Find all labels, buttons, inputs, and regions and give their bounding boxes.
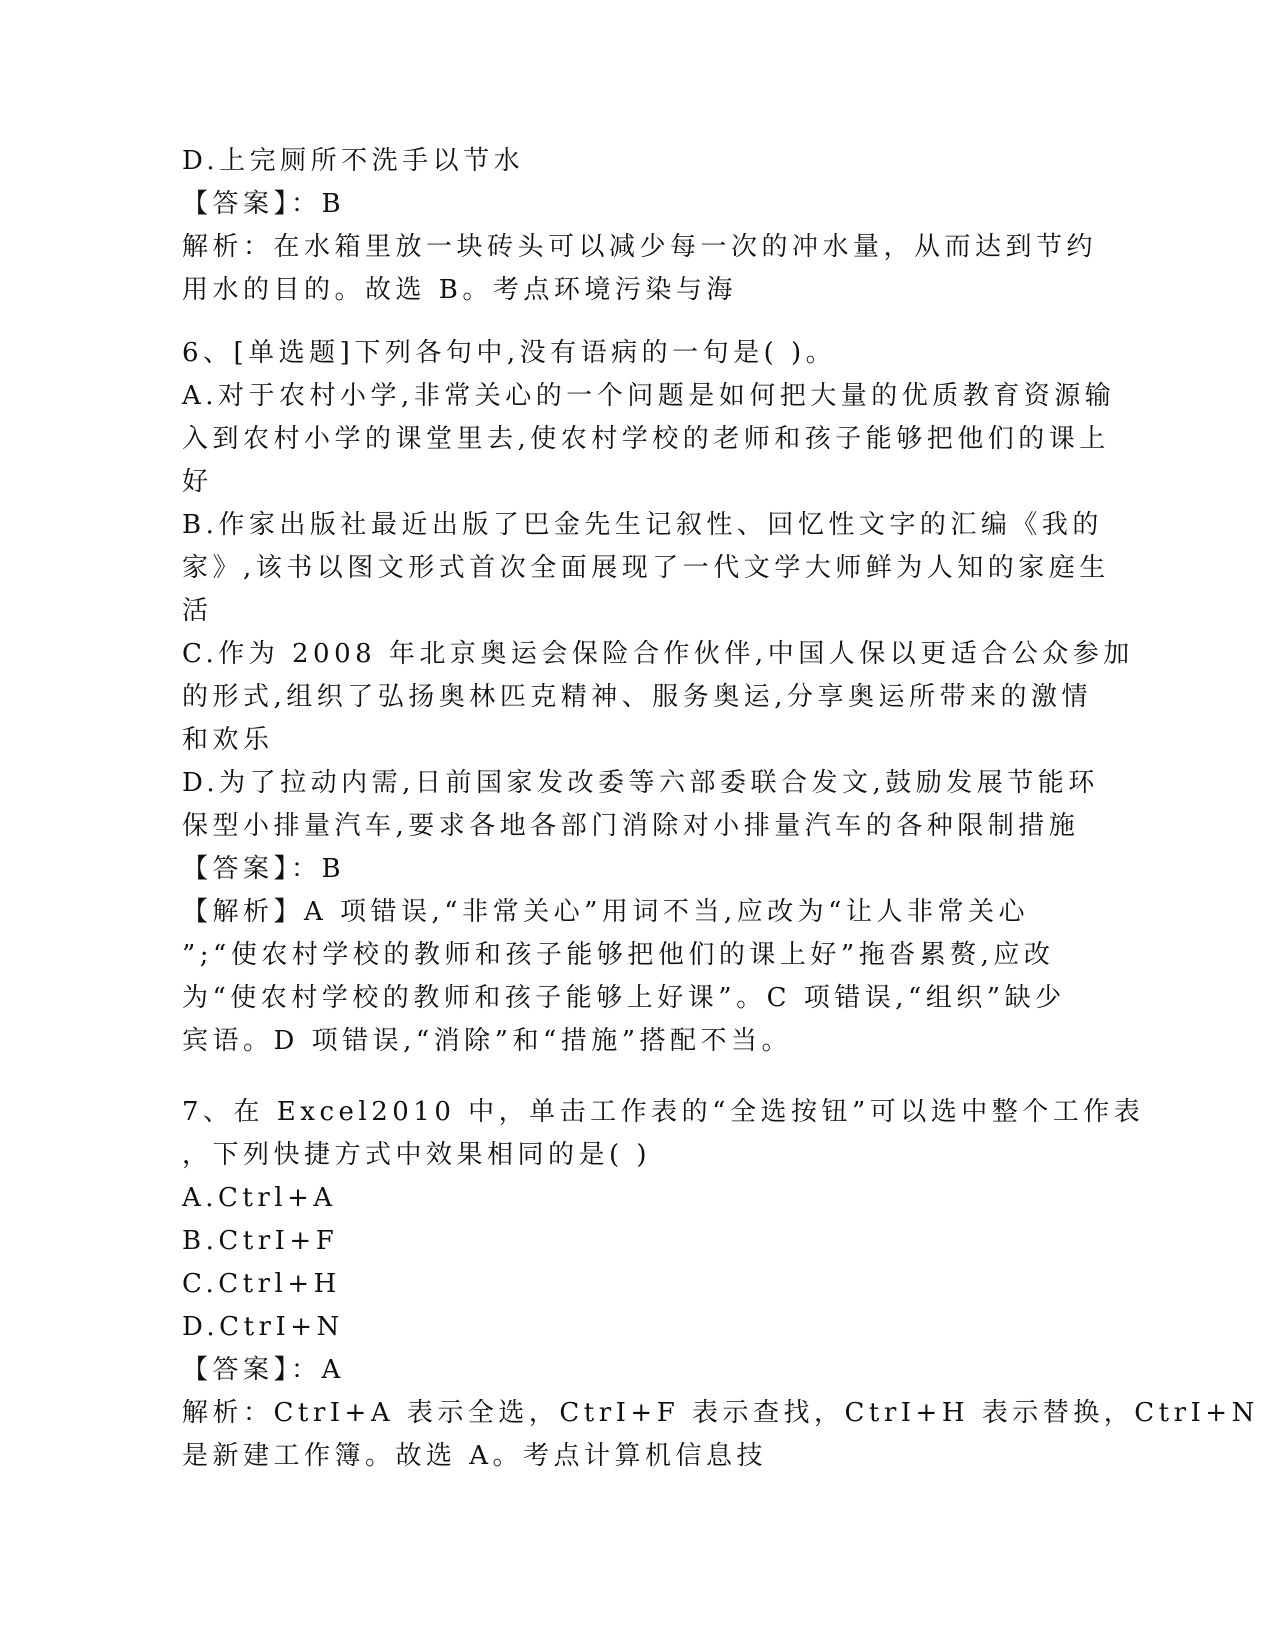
q6-option-d-line: D.为了拉动内需,日前国家发改委等六部委联合发文,鼓励发展节能环 bbox=[182, 768, 1099, 798]
q6-analysis-line: 【解析】A 项错误,“非常关心”用词不当,应改为“让人非常关心 bbox=[182, 897, 1029, 927]
q6-option-c-line: 的形式,组织了弘扬奥林匹克精神、服务奥运,分享奥运所带来的激情 bbox=[182, 682, 1093, 712]
document-page bbox=[182, 140, 1259, 1478]
q5-analysis-line: 用水的目的。故选 B。考点环境污染与海 bbox=[182, 275, 737, 305]
q6-option-c-line: C.作为 2008 年北京奥运会保险合作伙伴,中国人保以更适合公众参加 bbox=[182, 639, 1134, 669]
q7-option-b: B.CtrI+F bbox=[182, 1226, 339, 1256]
q5-option-d: D.上完厕所不洗手以节水 bbox=[182, 146, 525, 176]
q6-option-a-line: 好 bbox=[182, 467, 213, 497]
q6-option-a-line: A.对于农村小学,非常关心的一个问题是如何把大量的优质教育资源输 bbox=[182, 381, 1116, 411]
q7-analysis-line: 是新建工作簿。故选 A。考点计算机信息技 bbox=[182, 1441, 768, 1471]
q7-analysis-line: 解析：CtrI+A 表示全选，CtrI+F 表示查找，CtrI+H 表示替换，CtrI+N bbox=[182, 1398, 1259, 1428]
q7-option-d: D.CtrI+N bbox=[182, 1312, 344, 1342]
q6-analysis-line: ”;“使农村学校的教师和孩子能够把他们的课上好”拖沓累赘,应改 bbox=[182, 940, 1055, 970]
q6-analysis-line: 为“使农村学校的教师和孩子能够上好课”。C 项错误,“组织”缺少 bbox=[182, 983, 1066, 1013]
q6-answer: 【答案】：B bbox=[182, 854, 346, 884]
q7-option-c: C.Ctrl+H bbox=[182, 1269, 341, 1299]
spacer bbox=[182, 1063, 1042, 1091]
spacer bbox=[182, 312, 1042, 332]
q5-analysis-line: 解析：在水箱里放一块砖头可以减少每一次的冲水量，从而达到节约 bbox=[182, 232, 1098, 262]
q7-stem-line: 7、在 Excel2010 中，单击工作表的“全选按钮”可以选中整个工作表 bbox=[182, 1097, 1145, 1127]
q6-option-d-line: 保型小排量汽车,要求各地各部门消除对小排量汽车的各种限制措施 bbox=[182, 811, 1080, 841]
q6-option-b-line: 活 bbox=[182, 596, 213, 626]
q7-stem-line: ，下列快捷方式中效果相同的是( ) bbox=[182, 1140, 652, 1170]
q6-option-b-line: B.作家出版社最近出版了巴金先生记叙性、回忆性文字的汇编《我的 bbox=[182, 510, 1103, 540]
q6-option-b-line: 家》,该书以图文形式首次全面展现了一代文学大师鲜为人知的家庭生 bbox=[182, 553, 1110, 583]
q6-analysis-line: 宾语。D 项错误,“消除”和“措施”搭配不当。 bbox=[182, 1026, 793, 1056]
q6-option-c-line: 和欢乐 bbox=[182, 725, 274, 755]
q6-stem: 6、[单选题]下列各句中,没有语病的一句是( )。 bbox=[182, 338, 837, 368]
q5-answer: 【答案】：B bbox=[182, 189, 346, 219]
q7-answer: 【答案】：A bbox=[182, 1355, 345, 1385]
q6-option-a-line: 入到农村小学的课堂里去,使农村学校的老师和孩子能够把他们的课上 bbox=[182, 424, 1110, 454]
q7-option-a: A.Ctrl+A bbox=[182, 1183, 337, 1213]
